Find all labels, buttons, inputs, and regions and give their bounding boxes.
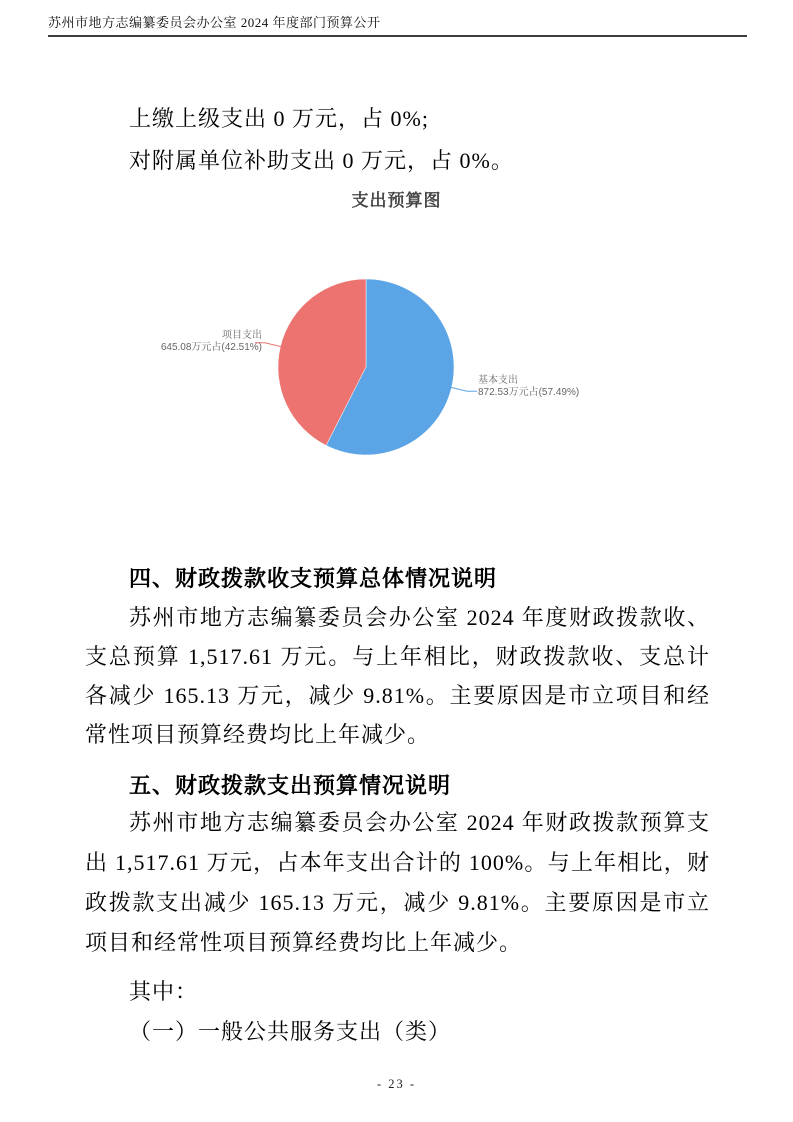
body-line-upper-remittance: 上缴上级支出 0 万元，占 0%; [129,106,429,131]
section-4-paragraph: 苏州市地方志编纂委员会办公室 2024 年度财政拨款收、支总预算 1,517.61 万元。与上年相比，财政拨款收、支总计各减少 165.13 万元，减少 9.81%。主要原因是市立项目和经常性项目预算经费均比上年减少。 [85,605,710,747]
among-which-line: 其中： [129,979,199,1004]
page-header: 苏州市地方志编纂委员会办公室 2024 年度部门预算公开 [48,15,381,30]
section-5-heading: 五、财政拨款支出预算情况说明 [129,773,452,798]
page-number: - 23 - [376,1077,417,1091]
pie-label-project-expenditure [161,330,262,354]
pie-label-name: 项目支出 [222,330,262,341]
header-divider [48,35,747,37]
pie-leader-line-基本支出 [451,387,478,391]
pie-label-basic-expenditure [478,375,579,399]
category-item-line: （一）一般公共服务支出（类） [129,1019,452,1044]
section-4-heading: 四、财政拨款收支预算总体情况说明 [129,566,498,591]
pie-label-name: 基本支出 [478,375,518,386]
expenditure-pie-chart [0,245,793,500]
body-line-subsidy: 对附属单位补助支出 0 万元，占 0%。 [129,148,514,173]
pie-label-value: 645.08万元占(42.51%) [160,342,262,353]
pie-label-value: 872.53万元占(57.49%) [478,387,580,398]
section-5-paragraph: 苏州市地方志编纂委员会办公室 2024 年财政拨款预算支出 1,517.61 万元，占本年支出合计的 100%。与上年相比，财政拨款支出减少 165.13 万元，减少 9.81%。主要原因是市立项目和经常性项目预算经费均比上年减少。 [85,810,710,955]
chart-title: 支出预算图 [351,191,442,210]
